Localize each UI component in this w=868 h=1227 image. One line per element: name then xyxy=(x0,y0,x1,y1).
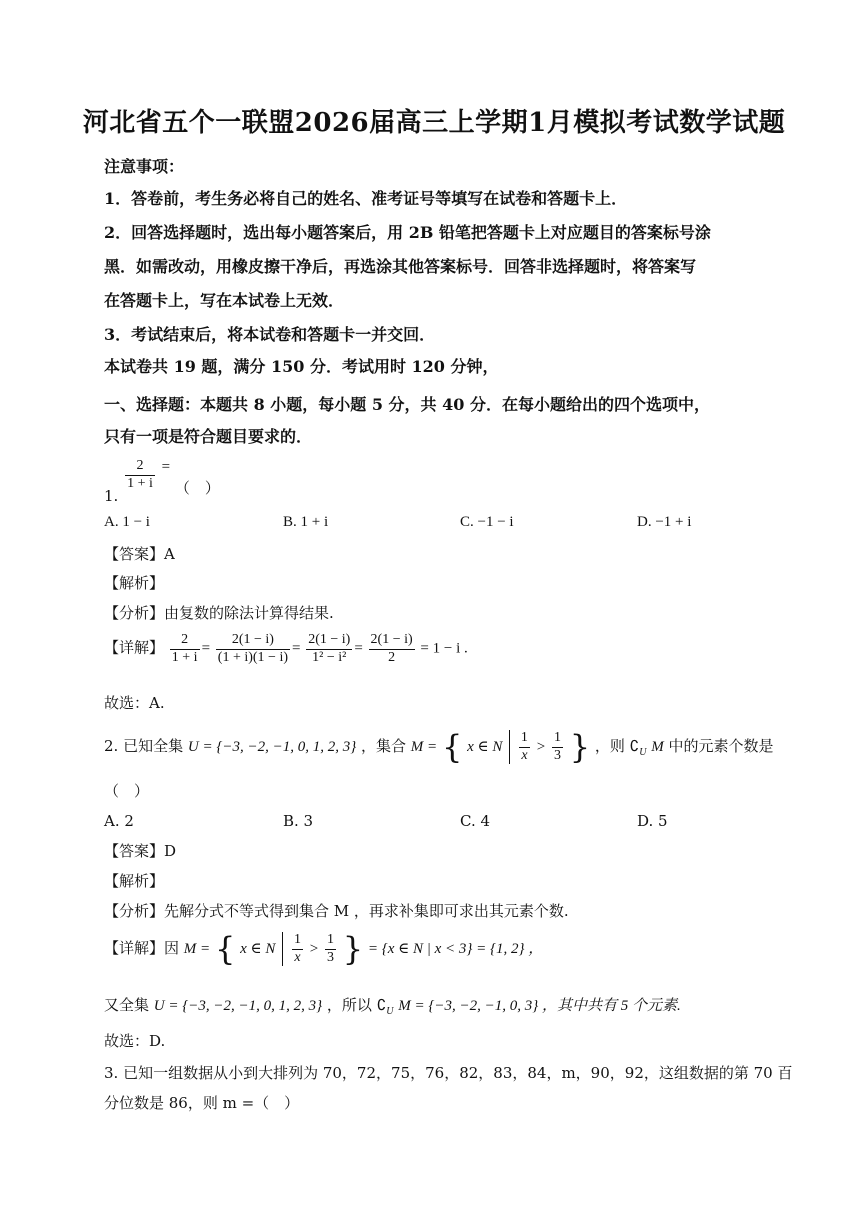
q1-option-c: C. −1 − i xyxy=(460,514,514,530)
fraction xyxy=(369,632,415,667)
numerator: 2(1 − i) xyxy=(231,632,274,647)
detail-label: 【详解】 xyxy=(104,638,165,657)
q2-option-a: A. 2 xyxy=(104,812,134,830)
fraction xyxy=(325,932,336,967)
q1-option-b: B. 1 + i xyxy=(283,514,329,530)
exam-info: 本试卷共 19 题，满分 150 分．考试用时 120 分钟， xyxy=(104,357,499,376)
detail-label: 【详解】因 xyxy=(104,939,180,957)
q2-answer: 【答案】D xyxy=(104,842,177,860)
numerator: 1 xyxy=(326,931,334,947)
universal-set: U = {−3, −2, −1, 0, 1, 2, 3} xyxy=(153,998,323,1014)
denominator: 3 xyxy=(553,747,561,763)
notice-item-2-line-2: 黑．如需改动，用橡皮擦干净后，再选涂其他答案标号．回答非选择题时，将答案写 xyxy=(104,257,697,276)
section-heading-line-2: 只有一项是符合题目要求的． xyxy=(104,427,313,446)
set-m-lhs: M = xyxy=(183,941,211,957)
fraction xyxy=(306,632,352,667)
equals-sign: = xyxy=(161,459,171,476)
q2-option-c: C. 4 xyxy=(460,812,491,830)
stem-text: 中的元素个数是 xyxy=(668,737,774,755)
numerator: 1 xyxy=(293,931,301,947)
left-brace: { xyxy=(441,728,463,766)
q1-detail: 【详解】 $\frac{2}{1 + i}$ = $\frac{2(1 - i)}{(1 + i)(1 - i)}$ = $\frac{2(1 - i)}{\text{1² − i²}}$ = $\frac{2(1 - i)}{2}$ = 1 − i . xyxy=(104,632,468,665)
q1-answer: 【答案】A xyxy=(104,545,175,563)
denominator: 1² − i² xyxy=(306,649,352,667)
subscript: U xyxy=(386,1006,394,1017)
question-3-line-1: 3. 已知一组数据从小到大排列为 70，72，75，76，82，83，84，m，90，92，这组数据的第 70 百 xyxy=(104,1064,793,1082)
greater-than: > xyxy=(536,739,546,755)
numerator: 2(1 − i) xyxy=(308,632,351,647)
set-m: M xyxy=(651,739,664,755)
fraction xyxy=(216,632,290,667)
divider-bar xyxy=(282,932,283,966)
greater-than: > xyxy=(309,941,319,957)
set-condition: x ∈ N xyxy=(240,941,276,957)
numerator: 2(1 − i) xyxy=(370,632,413,647)
q1-analysis-label: 【解析】 xyxy=(104,574,165,592)
notice-item-3: 3．考试结束后，将本试卷和答题卡一并交回． xyxy=(104,325,436,344)
stem-text: ，集合 xyxy=(360,737,406,755)
question-3-line-2: 分位数是 86，则 m =（ ） xyxy=(104,1094,300,1112)
q2-answer-blank: （ ） xyxy=(104,782,150,800)
denominator: x xyxy=(519,747,530,765)
set-condition: x ∈ N xyxy=(467,739,503,755)
denominator: 3 xyxy=(326,949,334,965)
right-brace: } xyxy=(569,728,591,766)
fraction xyxy=(519,730,530,765)
subscript: U xyxy=(639,747,647,758)
fraction xyxy=(170,632,200,667)
denominator: x xyxy=(292,949,303,967)
complement-result: M = {−3, −2, −1, 0, 3} ，其中共有 5 个元素. xyxy=(398,998,681,1014)
set-m-lhs: M = xyxy=(410,739,438,755)
complement-symbol: ∁ xyxy=(376,998,387,1014)
universal-set: U = {−3, −2, −1, 0, 1, 2, 3} xyxy=(187,739,357,755)
question-1-stem xyxy=(104,458,220,506)
right-brace: } xyxy=(342,930,364,968)
left-brace: { xyxy=(214,930,236,968)
stem-text: 2. 已知全集 xyxy=(104,737,184,755)
question-2-stem xyxy=(104,728,774,766)
numerator: 2 xyxy=(136,458,144,473)
question-number: 1. xyxy=(104,487,119,506)
divider-bar xyxy=(509,730,510,764)
denominator: 2 xyxy=(369,649,415,667)
solution-set: = {x ∈ N | x < 3} = {1, 2} ， xyxy=(367,941,544,957)
fraction xyxy=(292,932,303,967)
q2-detail xyxy=(104,930,543,968)
q2-analysis-label: 【解析】 xyxy=(104,872,165,890)
q2-option-b: B. 3 xyxy=(283,812,314,830)
fraction xyxy=(552,730,563,765)
q1-option-d: D. −1 + i xyxy=(637,514,692,530)
section-heading-line-1: 一、选择题：本题共 8 小题，每小题 5 分，共 40 分．在每小题给出的四个选项中， xyxy=(104,395,710,414)
page-title: 河北省五个一联盟2026届高三上学期1月模拟考试数学试题 xyxy=(82,108,786,138)
denominator: (1 + i)(1 − i) xyxy=(217,649,288,665)
stem-text: ，则 xyxy=(594,737,625,755)
numerator: 1 xyxy=(553,729,561,745)
denominator: 1 + i xyxy=(127,475,153,491)
numerator: 2 xyxy=(181,632,189,647)
q2-fenxi: 【分析】先解分式不等式得到集合 M ，再求补集即可求出其元素个数. xyxy=(104,902,569,920)
fraction xyxy=(125,458,155,493)
q2-option-d: D. 5 xyxy=(637,812,668,830)
q1-choose: 故选：A. xyxy=(104,694,165,712)
denominator: 1 + i xyxy=(171,649,198,665)
notice-item-2-line-3: 在答题卡上，写在本试卷上无效． xyxy=(104,291,345,310)
stem-text: ，所以 xyxy=(326,996,372,1014)
q2-choose: 故选：D. xyxy=(104,1032,166,1050)
notice-item-2-line-1: 2．回答选择题时，选出每小题答案后，用 2B 铅笔把答题卡上对应题目的答案标号涂 xyxy=(104,223,711,242)
stem-text: 又全集 xyxy=(104,996,150,1014)
numerator: 1 xyxy=(520,729,528,745)
q2-detail-line-2 xyxy=(104,994,681,1017)
complement-symbol: ∁ xyxy=(629,739,640,755)
notice-heading: 注意事项： xyxy=(104,157,185,176)
notice-item-1: 1．答卷前，考生务必将自己的姓名、准考证号等填写在试卷和答题卡上． xyxy=(104,189,628,208)
q1-option-a: A. 1 − i xyxy=(104,514,150,530)
answer-blank: （ ） xyxy=(174,479,220,498)
result: = 1 − i . xyxy=(420,640,468,657)
q1-fenxi: 【分析】由复数的除法计算得结果. xyxy=(104,604,334,622)
